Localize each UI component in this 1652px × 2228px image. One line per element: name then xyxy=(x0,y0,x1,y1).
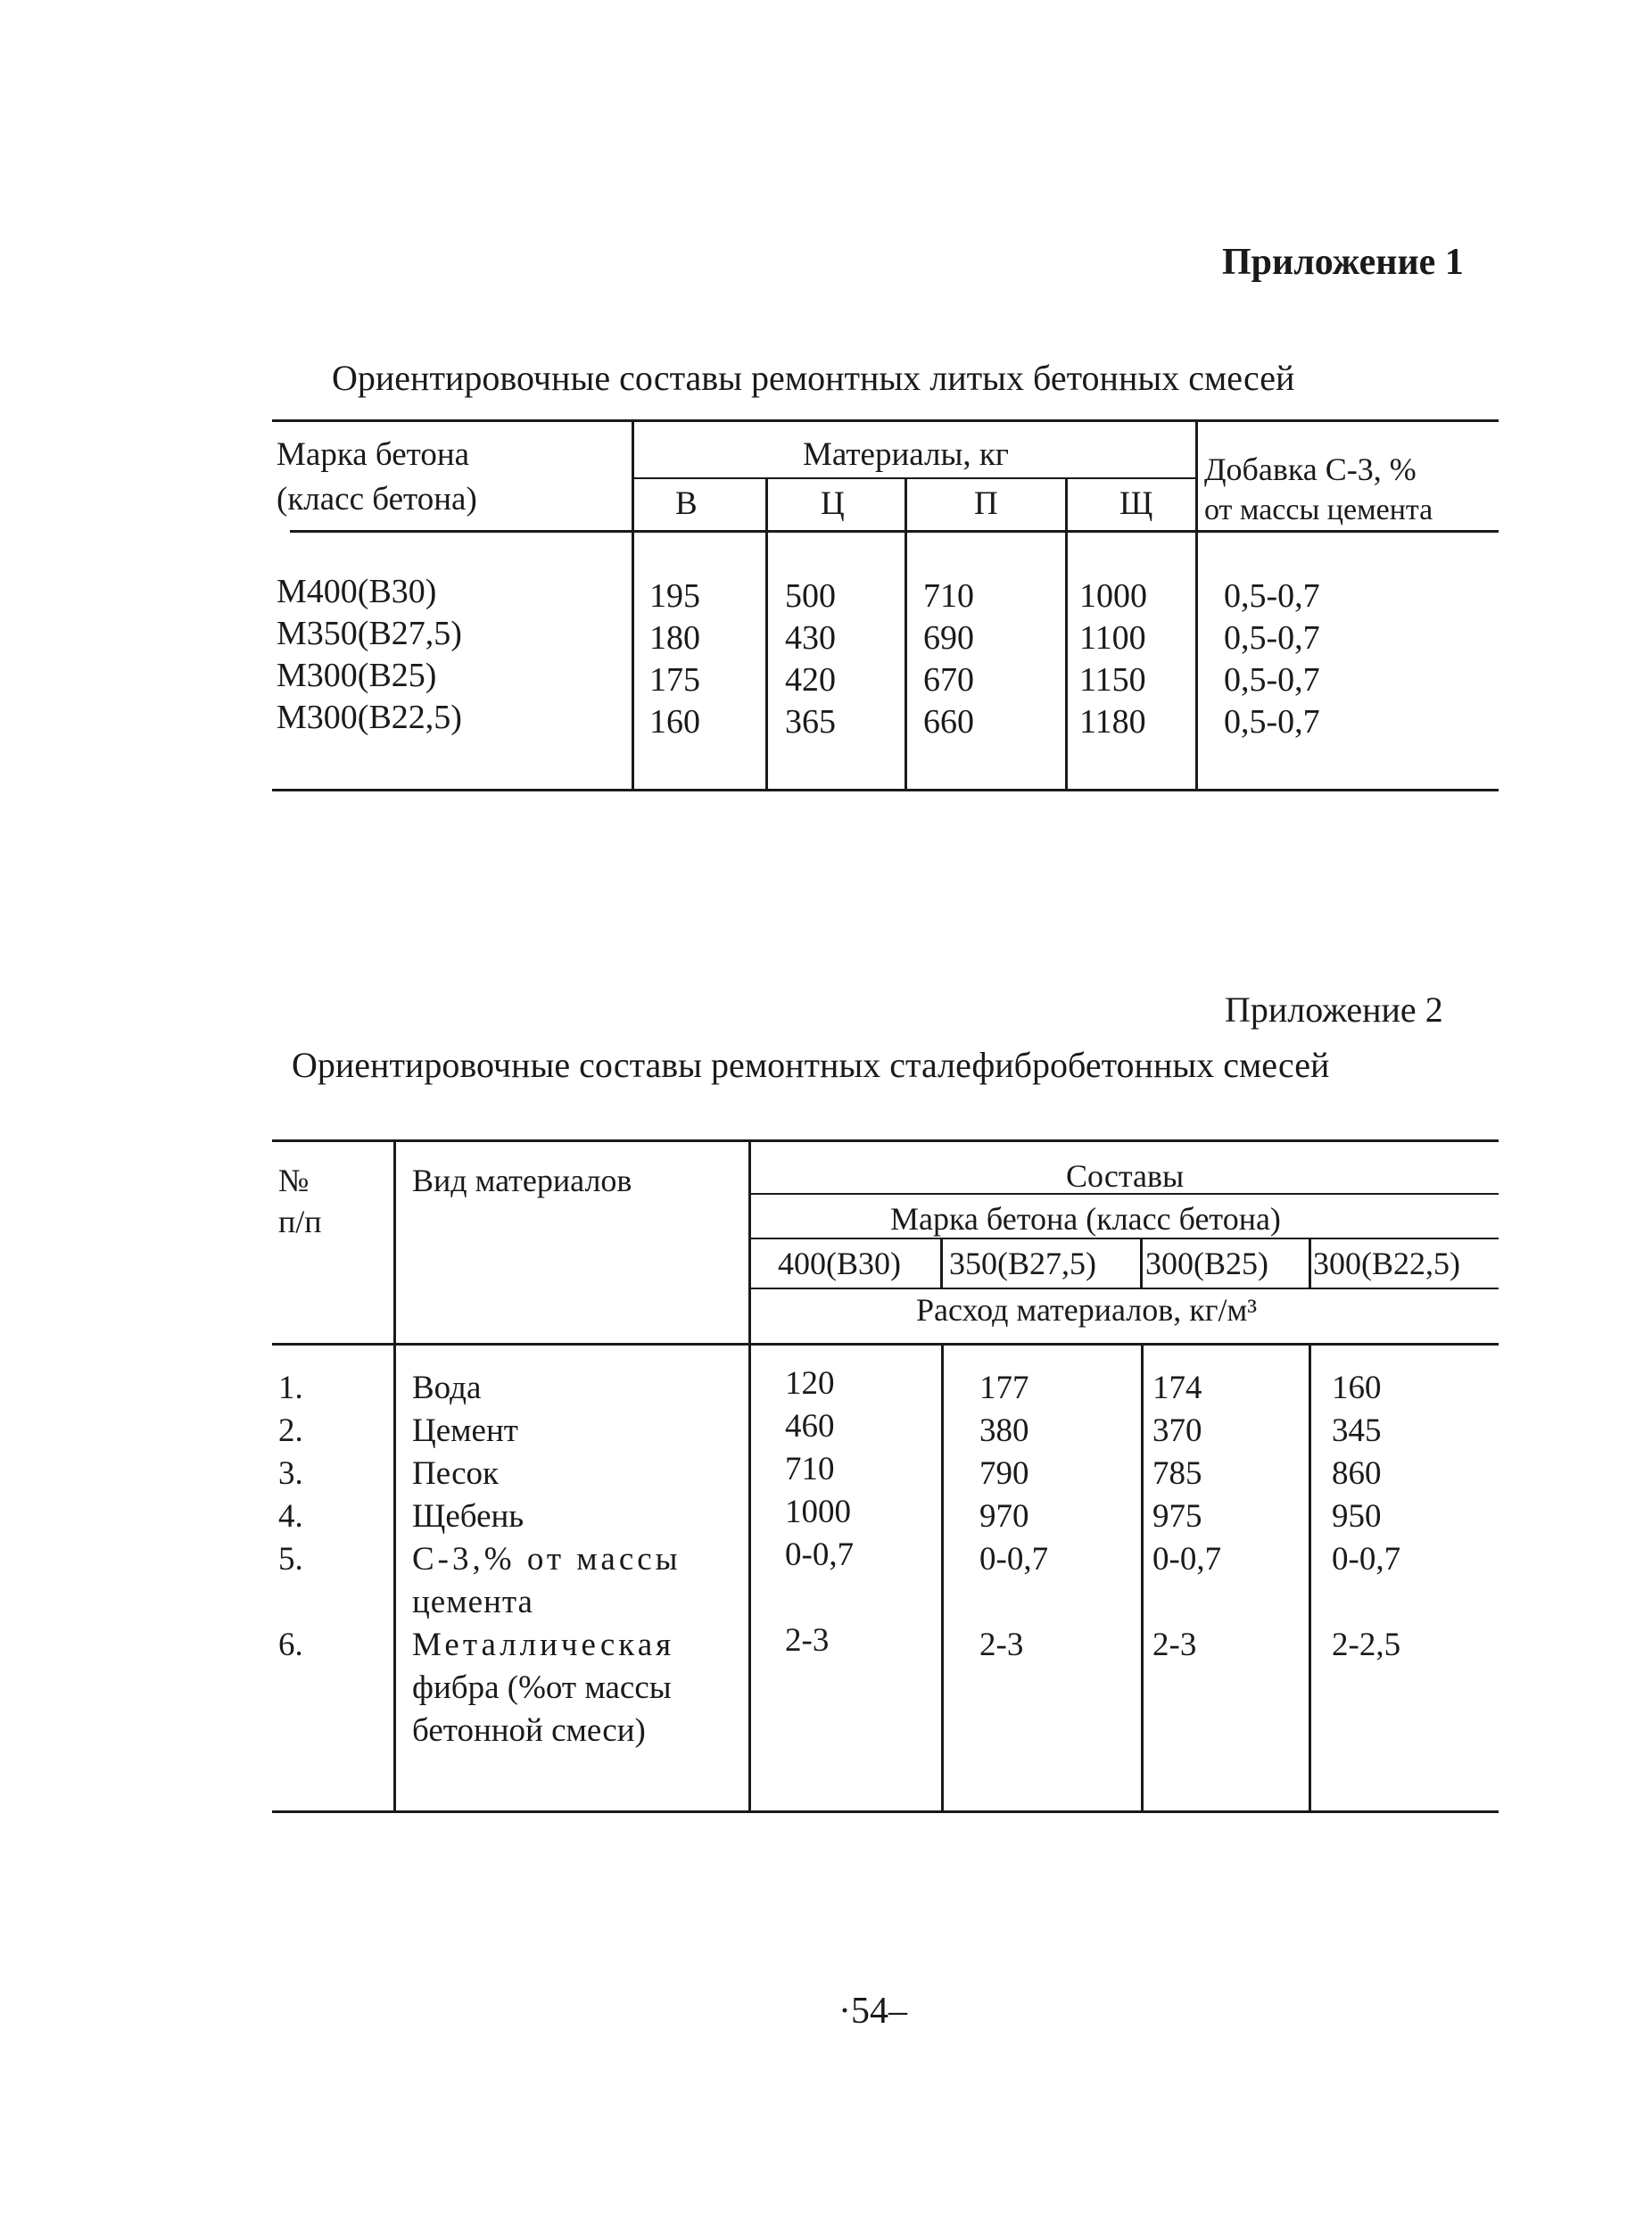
table2-grade-divider-2 xyxy=(1140,1239,1143,1289)
table1-cell-v: 180 xyxy=(649,619,700,657)
table1-cell-p: 660 xyxy=(923,703,974,741)
table1-vrule-5 xyxy=(1195,421,1198,791)
table1-p-column xyxy=(923,576,974,743)
table1-vrule-2 xyxy=(765,479,768,791)
table1-cell-grade: М350(В27,5) xyxy=(277,615,462,652)
table2-cell: 0-0,7 xyxy=(1332,1541,1401,1578)
table2-vrule-col3 xyxy=(1141,1345,1144,1812)
table2-row-num: 5. xyxy=(278,1541,303,1578)
table2-cell: 2-3 xyxy=(785,1622,830,1659)
table2-cell: 380 xyxy=(979,1412,1029,1449)
table1-cell-ts: 420 xyxy=(785,661,836,699)
table1-sh-column xyxy=(1079,576,1147,743)
table1-additive-column xyxy=(1224,576,1320,743)
table1-cell-v: 175 xyxy=(649,661,700,699)
table1-subheader-ts: Ц xyxy=(821,485,845,522)
table1-col-grade-header: Марка бетона (класс бетона) xyxy=(277,436,477,518)
table2-cell: 345 xyxy=(1332,1412,1382,1449)
table2-cell: 860 xyxy=(1332,1455,1382,1492)
table2-cell: 370 xyxy=(1152,1412,1202,1449)
table2-cell: 2-2,5 xyxy=(1332,1627,1401,1663)
table2-row-material: Цемент xyxy=(412,1412,518,1449)
table1-cell-grade: М400(В30) xyxy=(277,573,437,610)
table2-cell: 785 xyxy=(1152,1455,1202,1492)
table2-cell: 1000 xyxy=(785,1494,851,1530)
table1-cell-ts: 430 xyxy=(785,619,836,657)
table1-bottom-rule xyxy=(272,789,1499,791)
table2-row-material: С-3,% от массы цемента xyxy=(412,1541,681,1620)
table2-grade-divider-3 xyxy=(1309,1239,1311,1289)
table1-cell-grade: М300(В25) xyxy=(277,657,437,694)
table1-cell-additive: 0,5-0,7 xyxy=(1224,619,1320,657)
table2-row-num: 6. xyxy=(278,1627,303,1663)
table1-subheader-p: П xyxy=(974,485,998,522)
table2-cell: 0-0,7 xyxy=(1152,1541,1222,1578)
table1-header-rule xyxy=(290,530,1499,533)
table2-grade-col-2: 350(В27,5) xyxy=(949,1246,1096,1281)
table2-row-material: Песок xyxy=(412,1455,499,1492)
table2-grade-divider-1 xyxy=(940,1239,943,1289)
table2-grade-header: Марка бетона (класс бетона) xyxy=(890,1201,1281,1237)
table2-cell: 174 xyxy=(1152,1370,1202,1406)
table2-row-material: Металлическая фибра (%от массы бетонной смеси) xyxy=(412,1627,675,1749)
table2-cell: 120 xyxy=(785,1365,835,1402)
table1-cell-sh: 1100 xyxy=(1079,619,1146,657)
table2-grade-rule xyxy=(750,1238,1499,1239)
table2-vrule-num xyxy=(393,1141,396,1812)
table1-cell-ts: 500 xyxy=(785,577,836,615)
table1-vrule-4 xyxy=(1065,479,1068,791)
table2-cell: 2-3 xyxy=(979,1627,1024,1663)
table1-subheader-sh: Щ xyxy=(1119,485,1153,522)
table2-grade-col-1: 400(В30) xyxy=(778,1246,901,1281)
appendix-2-heading: Приложение 2 xyxy=(1225,990,1443,1030)
table1-vrule-1 xyxy=(632,421,634,791)
table1-cell-additive: 0,5-0,7 xyxy=(1224,703,1320,741)
table1-ts-column xyxy=(785,576,836,743)
table1-cell-p: 690 xyxy=(923,619,974,657)
table1-materials-rule xyxy=(633,477,1197,479)
appendix-1-heading: Приложение 1 xyxy=(1222,242,1464,283)
table1-v-column xyxy=(649,576,700,743)
table1-additive-header: Добавка С-3, % от массы цемента xyxy=(1204,451,1433,526)
table2-consumption-header: Расход материалов, кг/м³ xyxy=(916,1292,1258,1328)
table2-cell: 460 xyxy=(785,1408,835,1445)
table1-cell-sh: 1180 xyxy=(1079,703,1146,741)
table1-grade-column xyxy=(277,571,462,739)
table2-cell: 2-3 xyxy=(1152,1627,1197,1663)
table2-cell: 0-0,7 xyxy=(785,1536,855,1573)
table1-cell-v: 160 xyxy=(649,703,700,741)
table1-cell-sh: 1000 xyxy=(1079,577,1147,615)
table2-top-rule xyxy=(272,1139,1499,1142)
table2-vrule-material xyxy=(748,1141,751,1812)
table2-row-material: Щебень xyxy=(412,1498,525,1535)
table2-cell: 950 xyxy=(1332,1498,1382,1535)
table2-bottom-rule xyxy=(272,1810,1499,1813)
table2-grade-col-4: 300(В22,5) xyxy=(1313,1246,1460,1281)
table2-material-header: Вид материалов xyxy=(412,1163,632,1198)
table2-cell: 970 xyxy=(979,1498,1029,1535)
table2-num-header: № п/п xyxy=(278,1163,322,1239)
table2-row-num: 2. xyxy=(278,1412,303,1449)
table2-vrule-col2 xyxy=(941,1345,944,1812)
table2-cell: 975 xyxy=(1152,1498,1202,1535)
table2-grades-rule xyxy=(750,1288,1499,1289)
table1-top-rule xyxy=(272,419,1499,422)
table1-subheader-v: В xyxy=(675,485,698,522)
page-number: ·54– xyxy=(838,1991,907,2032)
table1-materials-header: Материалы, кг xyxy=(803,436,1009,473)
table1-vrule-3 xyxy=(904,479,907,791)
table1-cell-ts: 365 xyxy=(785,703,836,741)
table1-cell-sh: 1150 xyxy=(1079,661,1146,699)
table1-cell-additive: 0,5-0,7 xyxy=(1224,661,1320,699)
table2-vrule-col4 xyxy=(1309,1345,1311,1812)
table1-cell-grade: М300(В22,5) xyxy=(277,699,462,736)
table2-cell: 0-0,7 xyxy=(979,1541,1049,1578)
table2-row-material: Вода xyxy=(412,1370,482,1406)
table2-cell: 160 xyxy=(1332,1370,1382,1406)
table2-cell: 710 xyxy=(785,1451,835,1487)
table1-cell-p: 710 xyxy=(923,577,974,615)
table2-cell: 177 xyxy=(979,1370,1029,1406)
table2-row-num: 3. xyxy=(278,1455,303,1492)
table2-cell: 790 xyxy=(979,1455,1029,1492)
table1-cell-p: 670 xyxy=(923,661,974,699)
table2-grade-col-3: 300(В25) xyxy=(1145,1246,1268,1281)
table1-cell-v: 195 xyxy=(649,577,700,615)
appendix-2-title: Ориентировочные составы ремонтных сталефибробетонных смесей xyxy=(292,1045,1330,1085)
table1-cell-additive: 0,5-0,7 xyxy=(1224,577,1320,615)
table2-compositions-header: Составы xyxy=(1066,1158,1185,1194)
table2-row-num: 1. xyxy=(278,1370,303,1406)
table2-row-num: 4. xyxy=(278,1498,303,1535)
appendix-1-title: Ориентировочные составы ремонтных литых бетонных смесей xyxy=(332,358,1295,398)
table2-header-rule xyxy=(272,1343,1499,1346)
